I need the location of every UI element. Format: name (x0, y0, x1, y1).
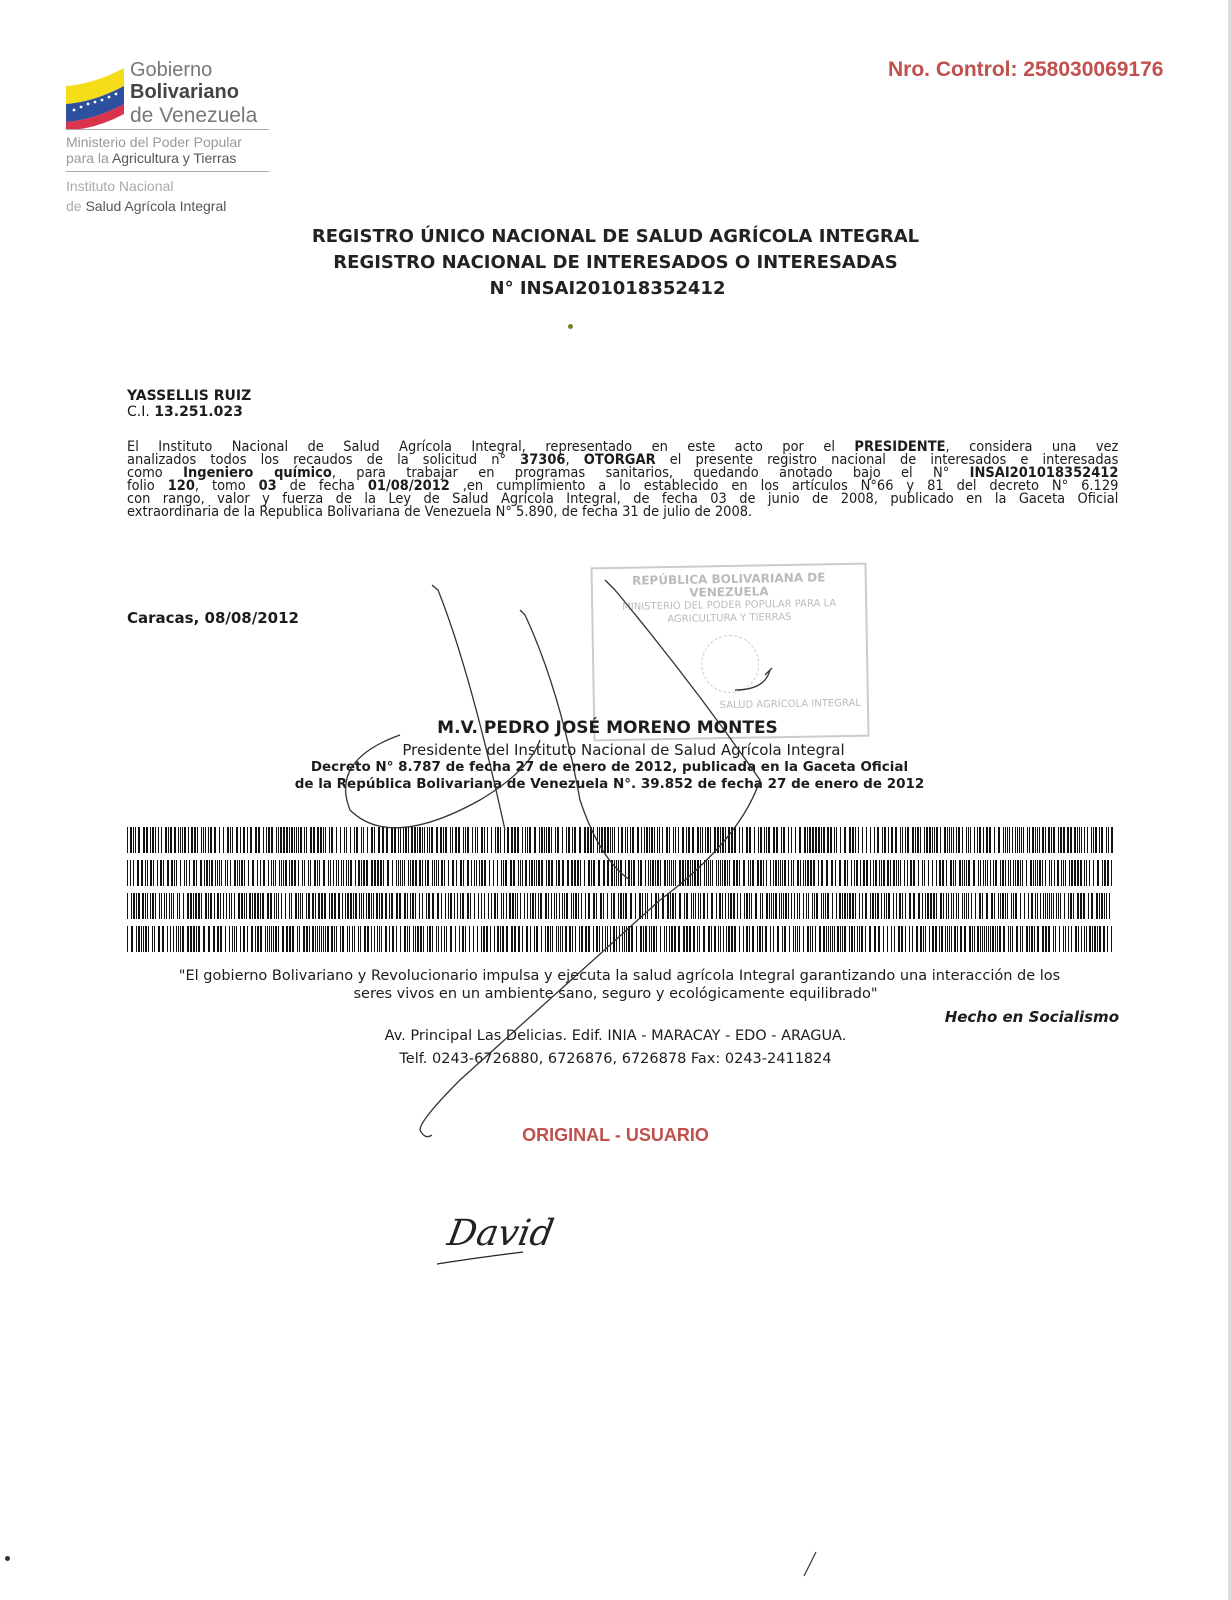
title-line-1: REGISTRO ÚNICO NACIONAL DE SALUD AGRÍCOLA INTEGRAL (311, 226, 920, 247)
recipient-ci: C.I. 13.251.023 (127, 404, 243, 420)
control-number: Nro. Control: 258030069176 (888, 58, 1164, 81)
logo-divider (66, 129, 269, 130)
logo-gobierno: Gobierno (130, 59, 213, 81)
logo-institute-1: Instituto Nacional (66, 178, 174, 194)
handwritten-name: David (444, 1213, 557, 1254)
signatory-decree-1: Decreto N° 8.787 de fecha 27 de enero de 2012, publicada en la Gaceta Oficial (310, 759, 909, 775)
title-line-2: REGISTRO NACIONAL DE INTERESADOS O INTERESADAS (333, 252, 898, 273)
address: Av. Principal Las Delicias. Edif. INIA - MARACAY - EDO - ARAGUA. (384, 1028, 847, 1044)
copy-label: ORIGINAL - USUARIO (522, 1125, 709, 1145)
registration-number: N° INSAI201018352412 (489, 278, 726, 299)
logo-de-venezuela: de Venezuela (130, 104, 258, 127)
quote-line-1: "El gobierno Bolivariano y Revolucionario impulsa y ejecuta la salud agrícola Integral garantizando una interacción de los (178, 968, 1061, 984)
recipient (127, 388, 251, 420)
barcode-3 (127, 893, 1115, 919)
barcode-2 (127, 860, 1115, 886)
venezuela-flag-icon (66, 66, 124, 132)
handwriting-underline (435, 1250, 525, 1270)
logo-institute-2: de Salud Agrícola Integral (66, 198, 227, 214)
body-paragraph: El Instituto Nacional de Salud Agrícola Integral, representado en este acto por el PRESIDENTE, considera una vez analizados todos los recaudos de la solicitud n° 37306, OTORGAR el presente registro nacional de interesados e interesadas como Ingeniero químico, para trabajar en programas sanitarios, quedando anotado bajo el N° INSAI201018352412 folio 120, tomo 03 de fecha 01/08/2012 ,en cumplimiento a lo establecido en los artículos N°66 y 81 del decreto N° 6.129 con rango, valor y fuerza de la Ley de Salud Agrícola Integral, de fecha 03 de junio de 2008, publicado en la Gaceta Oficial extraordinaria de la Republica Bolivariana de Venezuela N° 5.890, de fecha 31 de julio de 2008. (127, 439, 1119, 520)
logo-ministry-1: Ministerio del Poder Popular (66, 134, 242, 150)
phones: Telf. 0243-6726880, 6726876, 6726878 Fax: 0243-2411824 (399, 1051, 832, 1067)
barcode-1 (127, 827, 1115, 853)
scan-dot (5, 1556, 10, 1561)
recipient-name: YASSELLIS RUIZ (127, 388, 252, 404)
signatory-decree-2: de la República Bolivariana de Venezuela N°. 39.852 de fecha 27 de enero de 2012 (294, 776, 925, 792)
logo-divider (66, 171, 269, 172)
signatory-name: M.V. PEDRO JOSÉ MORENO MONTES (437, 718, 778, 738)
place-date: Caracas, 08/08/2012 (127, 609, 299, 627)
logo-bolivariano: Bolivariano (130, 81, 239, 103)
barcode-4 (127, 926, 1115, 952)
quote-line-2: seres vivos en un ambiente sano, seguro y ecológicamente equilibrado" (353, 986, 878, 1002)
pen-mark (800, 1550, 820, 1580)
official-stamp: REPÚBLICA BOLIVARIANA DE VENEZUELA MINISTERIO DEL PODER POPULAR PARA LA AGRICULTURA Y TIERRAS SALUD AGRÍCOLA INTEGRAL (591, 563, 870, 742)
motto: Hecho en Socialismo (944, 1008, 1119, 1026)
logo-ministry-2: para la Agricultura y Tierras (66, 150, 237, 166)
signatory-role: Presidente del Instituto Nacional de Salud Agrícola Integral (402, 741, 845, 759)
ink-dot (568, 324, 573, 329)
